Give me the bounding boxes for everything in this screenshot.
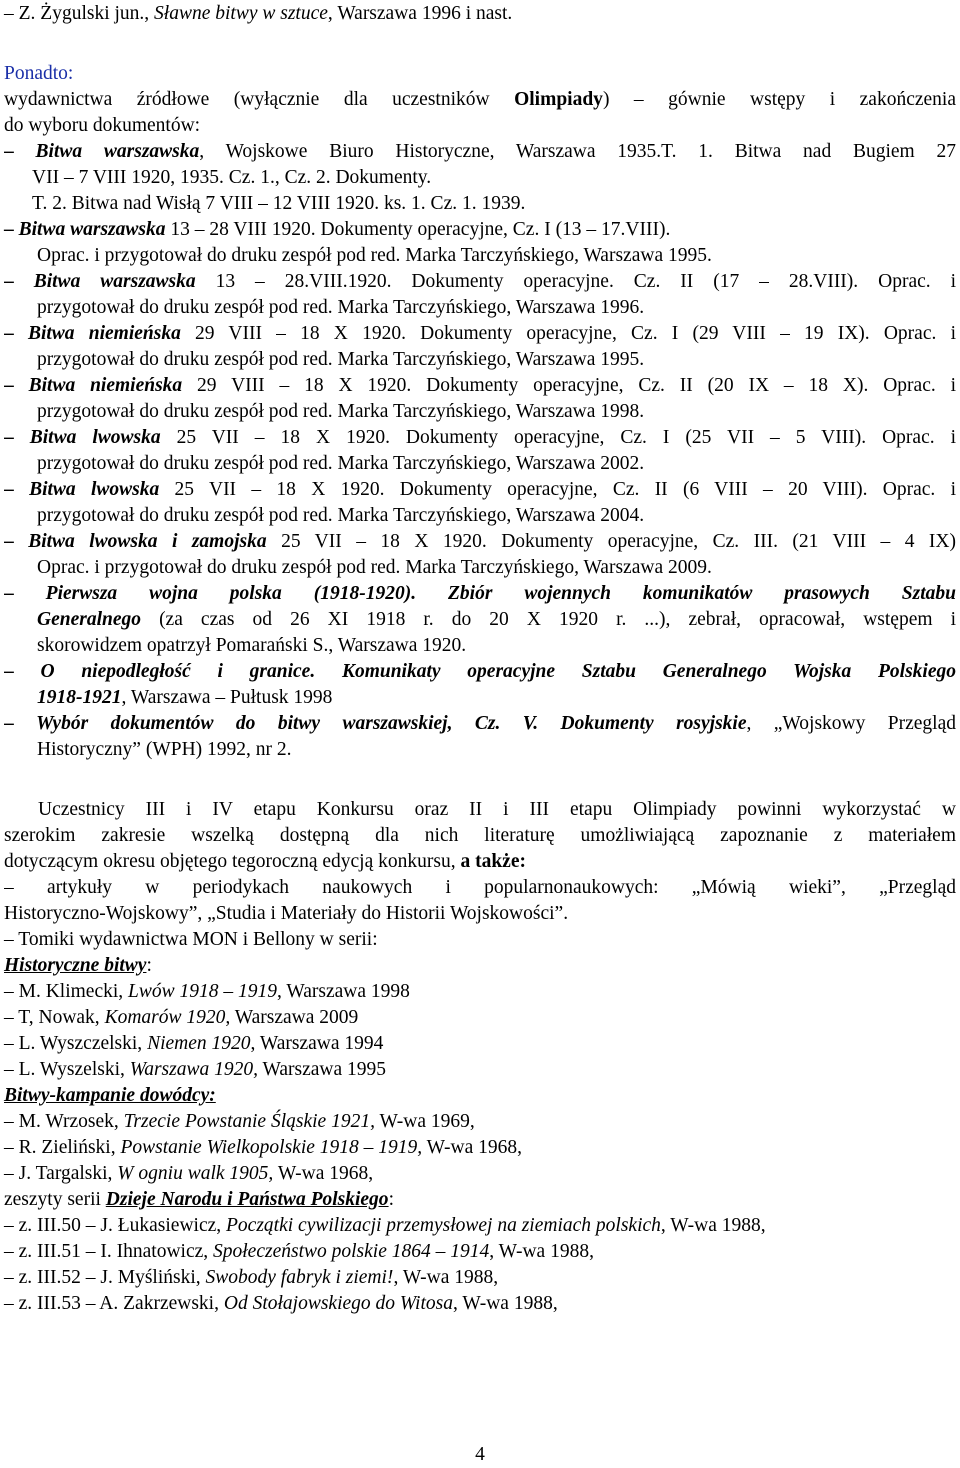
line-34 <box>4 953 956 979</box>
line-text: zeszyty serii Dzieje Narodu i Państwa Polskiego: <box>4 1189 394 1210</box>
line-text: – O niepodległość i granice. Komunikaty operacyjne Sztabu Generalnego Wojska Polskiego <box>4 661 956 682</box>
line-text: Historyczno-Wojskowy”, „Studia i Materiały do Historii Wojskowości”. <box>4 903 569 924</box>
line-text: przygotował do druku zespół pod red. Marka Tarczyńskiego, Warszawa 2002. <box>37 453 645 474</box>
line-47 <box>4 1291 956 1317</box>
line-text: T. 2. Bitwa nad Wisłą 7 VIII – 12 VIII 1920. ks. 1. Cz. 1. 1939. <box>32 193 526 214</box>
line-text: – Wybór dokumentów do bitwy warszawskiej, Cz. V. Dokumenty rosyjskie, „Wojskowy Przegląd <box>4 713 956 734</box>
line-46 <box>4 1265 956 1291</box>
line-text: Generalnego (za czas od 26 XI 1918 r. do 20 X 1920 r. ...), zebrał, opracował, wstępem i <box>37 609 956 630</box>
line-text: – M. Wrzosek, Trzecie Powstanie Śląskie 1921, W-wa 1969, <box>4 1111 475 1132</box>
line-38 <box>4 1057 956 1083</box>
line-35 <box>4 979 956 1005</box>
line-17 <box>4 477 956 503</box>
line-30 <box>4 849 956 875</box>
line-text: – L. Wyszczelski, Niemen 1920, Warszawa 1994 <box>4 1033 384 1054</box>
section-heading: Ponadto: <box>4 63 74 84</box>
line-18 <box>37 503 956 529</box>
line-13 <box>4 373 956 399</box>
line-text: – Z. Żygulski jun., Sławne bitwy w sztuce, Warszawa 1996 i nast. <box>4 3 513 24</box>
line-text: Bitwy-kampanie dowódcy: <box>4 1085 216 1106</box>
line-36 <box>4 1005 956 1031</box>
line-text: – z. III.51 – I. Ihnatowicz, Społeczeństwo polskie 1864 – 1914, W-wa 1988, <box>4 1241 594 1262</box>
line-text: – Bitwa niemieńska 29 VIII – 18 X 1920. Dokumenty operacyjne, Cz. II (20 IX – 18 X). Oprac. i <box>4 375 956 396</box>
line-text: – artykuły w periodykach naukowych i popularnonaukowych: „Mówią wieki”, „Przegląd <box>4 877 956 898</box>
line-9 <box>4 269 956 295</box>
line-text: przygotował do druku zespół pod red. Marka Tarczyńskiego, Warszawa 2004. <box>37 505 645 526</box>
line-2 <box>4 87 956 113</box>
line-1 <box>4 61 956 87</box>
line-19 <box>4 529 956 555</box>
line-text: – Bitwa lwowska 25 VII – 18 X 1920. Dokumenty operacyjne, Cz. I (25 VII – 5 VIII). Oprac. i <box>4 427 956 448</box>
line-7 <box>4 217 956 243</box>
line-text: skorowidzem opatrzył Pomarański S., Warszawa 1920. <box>37 635 467 656</box>
line-text: do wyboru dokumentów: <box>4 115 201 136</box>
line-40 <box>4 1109 956 1135</box>
line-text: – z. III.53 – A. Zakrzewski, Od Stołajowskiego do Witosa, W-wa 1988, <box>4 1293 558 1314</box>
line-21 <box>4 581 956 607</box>
page-number: 4 <box>475 1444 485 1465</box>
line-28 <box>38 797 956 823</box>
line-text: Oprac. i przygotował do druku zespół pod red. Marka Tarczyńskiego, Warszawa 2009. <box>37 557 712 578</box>
line-text: wydawnictwa źródłowe (wyłącznie dla uczestników Olimpiady) – gównie wstępy i zakończenia <box>4 89 956 110</box>
line-text: – Bitwa lwowska 25 VII – 18 X 1920. Dokumenty operacyjne, Cz. II (6 VIII – 20 VIII). Oprac. i <box>4 479 956 500</box>
line-20 <box>37 555 956 581</box>
line-43 <box>4 1187 956 1213</box>
line-32 <box>4 901 956 927</box>
line-26 <box>4 711 956 737</box>
line-text: przygotował do druku zespół pod red. Marka Tarczyńskiego, Warszawa 1995. <box>37 349 645 370</box>
line-text: dotyczącym okresu objętego tegoroczną edycją konkursu, a także: <box>4 851 526 872</box>
line-text: Oprac. i przygotował do druku zespół pod red. Marka Tarczyńskiego, Warszawa 1995. <box>37 245 712 266</box>
line-42 <box>4 1161 956 1187</box>
line-6 <box>32 191 956 217</box>
line-41 <box>4 1135 956 1161</box>
line-33 <box>4 927 956 953</box>
line-text: Uczestnicy III i IV etapu Konkursu oraz II i III etapu Olimpiady powinni wykorzystać w <box>38 799 956 820</box>
line-14 <box>37 399 956 425</box>
line-text: przygotował do druku zespół pod red. Marka Tarczyńskiego, Warszawa 1998. <box>37 401 645 422</box>
line-12 <box>37 347 956 373</box>
line-text: Historyczne bitwy: <box>4 955 152 976</box>
line-4 <box>4 139 956 165</box>
line-0 <box>4 1 956 27</box>
line-text: – Pierwsza wojna polska (1918-1920). Zbiór wojennych komunikatów prasowych Sztabu <box>4 583 956 604</box>
line-44 <box>4 1213 956 1239</box>
line-25 <box>37 685 956 711</box>
line-text: – L. Wyszelski, Warszawa 1920, Warszawa 1995 <box>4 1059 387 1080</box>
line-text: Historyczny” (WPH) 1992, nr 2. <box>37 739 292 760</box>
line-text: – Bitwa warszawska 13 – 28.VIII.1920. Dokumenty operacyjne. Cz. II (17 – 28.VIII). Oprac. i <box>4 271 956 292</box>
line-text: – z. III.52 – J. Myśliński, Swobody fabryk i ziemi!, W-wa 1988, <box>4 1267 499 1288</box>
line-text: – Tomiki wydawnictwa MON i Bellony w serii: <box>4 929 378 950</box>
line-text: VII – 7 VIII 1920, 1935. Cz. 1., Cz. 2. Dokumenty. <box>32 167 432 188</box>
line-text: 1918-1921, Warszawa – Pułtusk 1998 <box>37 687 333 708</box>
line-23 <box>37 633 956 659</box>
line-16 <box>37 451 956 477</box>
line-text: – Bitwa warszawska, Wojskowe Biuro Historyczne, Warszawa 1935.T. 1. Bitwa nad Bugiem 27 <box>4 141 956 162</box>
line-text: – Bitwa niemieńska 29 VIII – 18 X 1920. Dokumenty operacyjne, Cz. I (29 VIII – 19 IX). Oprac. i <box>4 323 956 344</box>
line-37 <box>4 1031 956 1057</box>
line-15 <box>4 425 956 451</box>
line-39 <box>4 1083 956 1109</box>
line-3 <box>4 113 956 139</box>
line-text: – Bitwa warszawska 13 – 28 VIII 1920. Dokumenty operacyjne, Cz. I (13 – 17.VIII). <box>4 219 671 240</box>
line-10 <box>37 295 956 321</box>
line-8 <box>37 243 956 269</box>
line-text: – T, Nowak, Komarów 1920, Warszawa 2009 <box>4 1007 359 1028</box>
line-31 <box>4 875 956 901</box>
line-text: – J. Targalski, W ogniu walk 1905, W-wa 1968, <box>4 1163 374 1184</box>
line-text: przygotował do druku zespół pod red. Marka Tarczyńskiego, Warszawa 1996. <box>37 297 645 318</box>
line-45 <box>4 1239 956 1265</box>
line-text: – R. Zieliński, Powstanie Wielkopolskie 1918 – 1919, W-wa 1968, <box>4 1137 522 1158</box>
line-text: szerokim zakresie wszelką dostępną dla nich literaturę umożliwiającą zapoznanie z materiałem <box>4 825 956 846</box>
line-text: – Bitwa lwowska i zamojska 25 VII – 18 X 1920. Dokumenty operacyjne, Cz. III. (21 VIII – 4 IX) <box>4 531 956 552</box>
line-24 <box>4 659 956 685</box>
line-5 <box>32 165 956 191</box>
line-text: – z. III.50 – J. Łukasiewicz, Początki cywilizacji przemysłowej na ziemiach polskich, W-wa 1988, <box>4 1215 766 1236</box>
line-27 <box>37 737 956 763</box>
line-text: – M. Klimecki, Lwów 1918 – 1919, Warszawa 1998 <box>4 981 410 1002</box>
line-11 <box>4 321 956 347</box>
line-29 <box>4 823 956 849</box>
line-22 <box>37 607 956 633</box>
